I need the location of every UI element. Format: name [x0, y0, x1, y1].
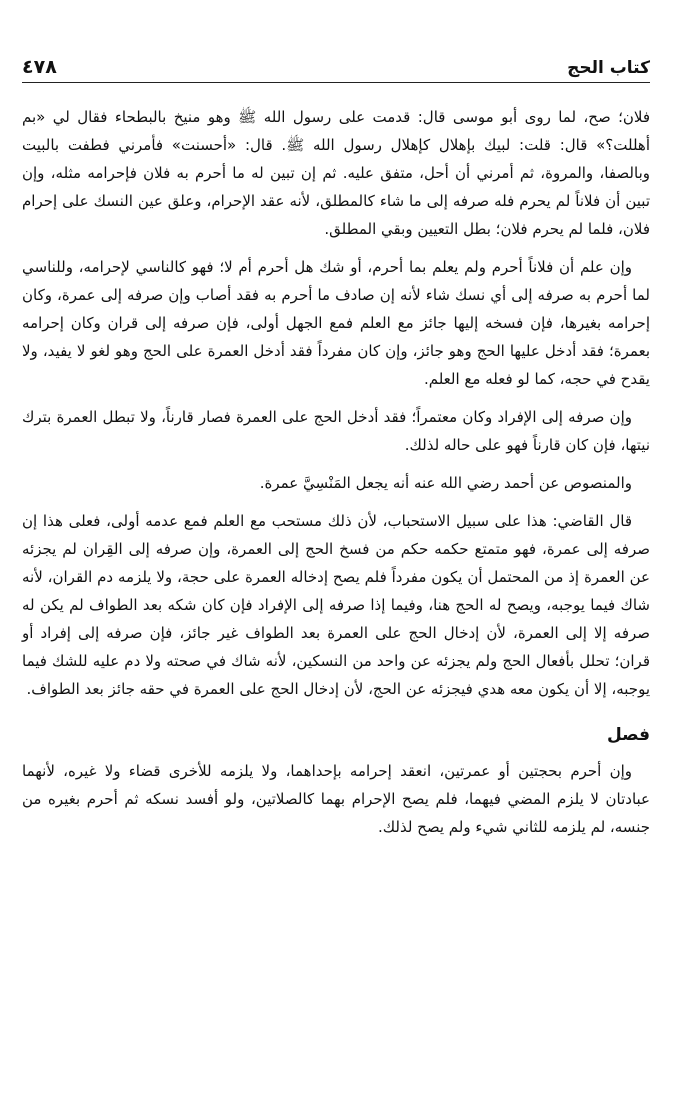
section-heading: فصل: [606, 725, 650, 745]
body-paragraph: والمنصوص عن أحمد رضي الله عنه أنه يجعل المَنْسِيَّ عمرة.: [259, 474, 632, 492]
page-number: ٤٧٨: [22, 56, 57, 78]
body-paragraph: وإن صرفه إلى الإفراد وكان معتمراً؛ فقد أدخل الحج على العمرة فصار قارناً، ولا تبطل العمرة بترك نيتها، فإن كان قارناً فهو على حاله لذلك.: [22, 408, 650, 454]
body-paragraph: وإن علم أن فلاناً أحرم ولم يعلم بما أحرم، أو شك هل أحرم أم لا؛ فهو كالناسي لإحرامه، وللناسي لما أحرم به صرفه إلى أي نسك شاء لأنه إن صادف ما أحرم به فقد أصاب وإن صرفه إلى عمرة، وكان إحرامه بغيرها، فإن فسخه إليها جائز مع العلم فمع الجهل أولى، فإن صرفه إلى قران وكان إحرامه بعمرة؛ فقد أدخل عليها الحج وهو جائز، وإن كان مفرداً فقد أدخل العمرة على الحج وهو لغو لا يفيد، ولا يقدح في حجه، كما لو فعله مع العلم.: [22, 258, 650, 388]
section-paragraph: وإن أحرم بحجتين أو عمرتين، انعقد إحرامه بإحداهما، ولا يلزمه للأخرى قضاء ولا غيره، لأنهما عبادتان لا يلزم المضي فيهما، فلم يصح الإحرام بهما كالصلاتين، ولو أفسد نسكه ثم أحرم بغيره من جنسه، لم يلزمه للثاني شيء ولم يصح لذلك.: [22, 762, 650, 836]
body-paragraph: فلان؛ صح، لما روى أبو موسى قال: قدمت على رسول الله ﷺ وهو منيخ بالبطحاء فقال لي «بم أهللت؟» قال: قلت: لبيك بإهلال كإهلال رسول الله ﷺ. قال: «أحسنت» فأمرني فطفت بالبيت وبالصفا، والمروة، ثم أمرني أن أحل، متفق عليه. ثم إن تبين له ما أحرم به فلان فإحرامه مثله، وإن تبين أن فلاناً لم يحرم فله صرفه إلى ما شاء كالمطلق، لأنه عقد الإحرام، وعلق عين النسك على إحرام فلان، فلما لم يحرم فلان؛ بطل التعيين وبقي المطلق.: [22, 108, 650, 238]
chapter-title: كتاب الحج: [567, 58, 650, 78]
running-header: [22, 52, 650, 78]
page-body: [22, 103, 650, 851]
body-paragraph: قال القاضي: هذا على سبيل الاستحباب، لأن ذلك مستحب مع العلم فمع عدمه أولى، فعلى هذا إن صرفه إلى عمرة، فهو متمتع حكمه حكم من فسخ الحج إلى العمرة، وإن صرفه إلى القِران لم يجزئه عن العمرة إذ من المحتمل أن يكون مفرداً فلم يصح إدخاله العمرة على حجة، ولا يلزمه دم القران، لأنه شاك فيما يوجبه، ويصح له الحج هنا، وفيما إذا صرفه إلى الإفراد فإن كان شكه بعد الطواف لم يكن له صرفه إلا إلى العمرة، لأن إدخال الحج على العمرة بعد الطواف غير جائز، فإن صرفه إلى إفراد أو قران؛ تحلل بأفعال الحج ولم يجزئه عن واحد من النسكين، لأنه شاك في صحته ولا دم عليه للشك فيما يوجبه، إلا أن يكون معه هدي فيجزئه عن الحج، لأن إدخال الحج على العمرة في حقه جائز بعد الطواف.: [22, 512, 650, 698]
header-divider: [22, 82, 650, 83]
